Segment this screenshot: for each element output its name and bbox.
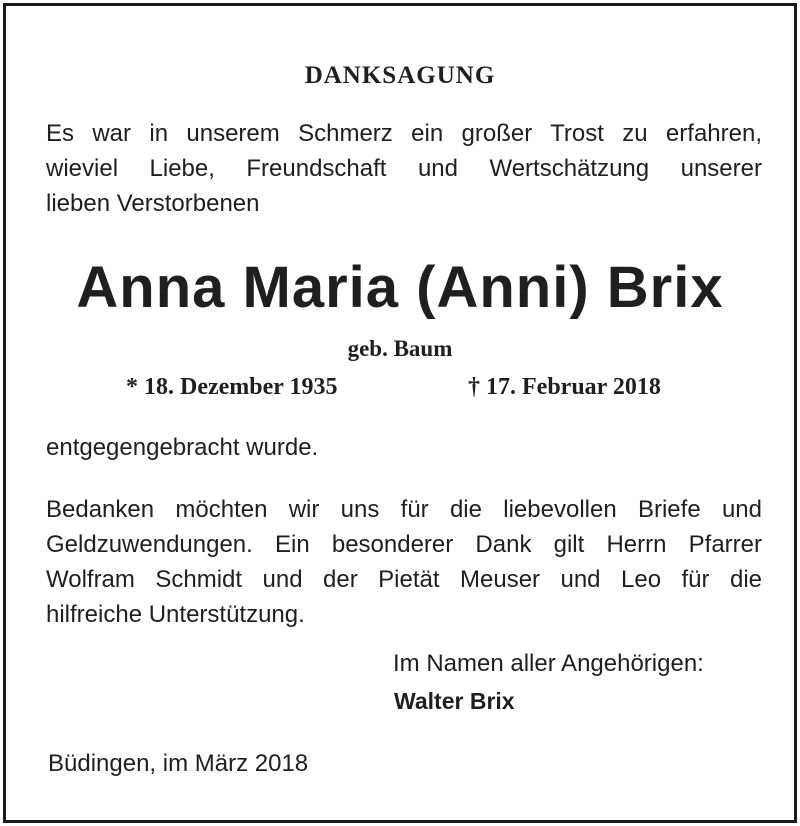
birth-star-icon: * xyxy=(126,374,138,400)
thanks-paragraph xyxy=(46,492,762,632)
thanks-line: Bedanken möchten wir uns für die liebevollen Briefe und xyxy=(46,496,762,523)
intro-line: lieben Verstorbenen xyxy=(46,190,260,217)
intro-line: Es war in unserem Schmerz ein großer Trost zu erfahren, xyxy=(46,120,762,147)
birth-date-line xyxy=(126,374,338,406)
thanks-line: Wolfram Schmidt und der Pietät Meuser und Leo für die xyxy=(46,566,762,593)
place-date: Büdingen, im März 2018 xyxy=(48,750,309,777)
signoff-text: Im Namen aller Angehörigen: xyxy=(393,650,704,677)
death-cross-icon: † xyxy=(468,374,480,400)
thanks-line: hilfreiche Unterstützung. xyxy=(46,601,305,628)
continuation-paragraph xyxy=(46,430,762,465)
birth-date: 18. Dezember 1935 xyxy=(144,374,338,400)
notice-heading: DANKSAGUNG xyxy=(304,62,496,89)
death-date-line xyxy=(468,374,661,406)
maiden-name: geb. Baum xyxy=(347,336,453,361)
intro-paragraph xyxy=(46,116,762,221)
thanks-line: Geldzuwendungen. Ein besonderer Dank gilt Herrn Pfarrer xyxy=(46,531,762,558)
continuation-line: entgegengebracht wurde. xyxy=(46,434,319,461)
death-date: 17. Februar 2018 xyxy=(486,374,661,400)
deceased-name: Anna Maria (Anni) Brix xyxy=(76,255,724,320)
signatory-name: Walter Brix xyxy=(394,688,515,714)
notice-frame xyxy=(3,3,797,823)
intro-line: wieviel Liebe, Freundschaft und Wertschätzung unserer xyxy=(46,155,762,182)
